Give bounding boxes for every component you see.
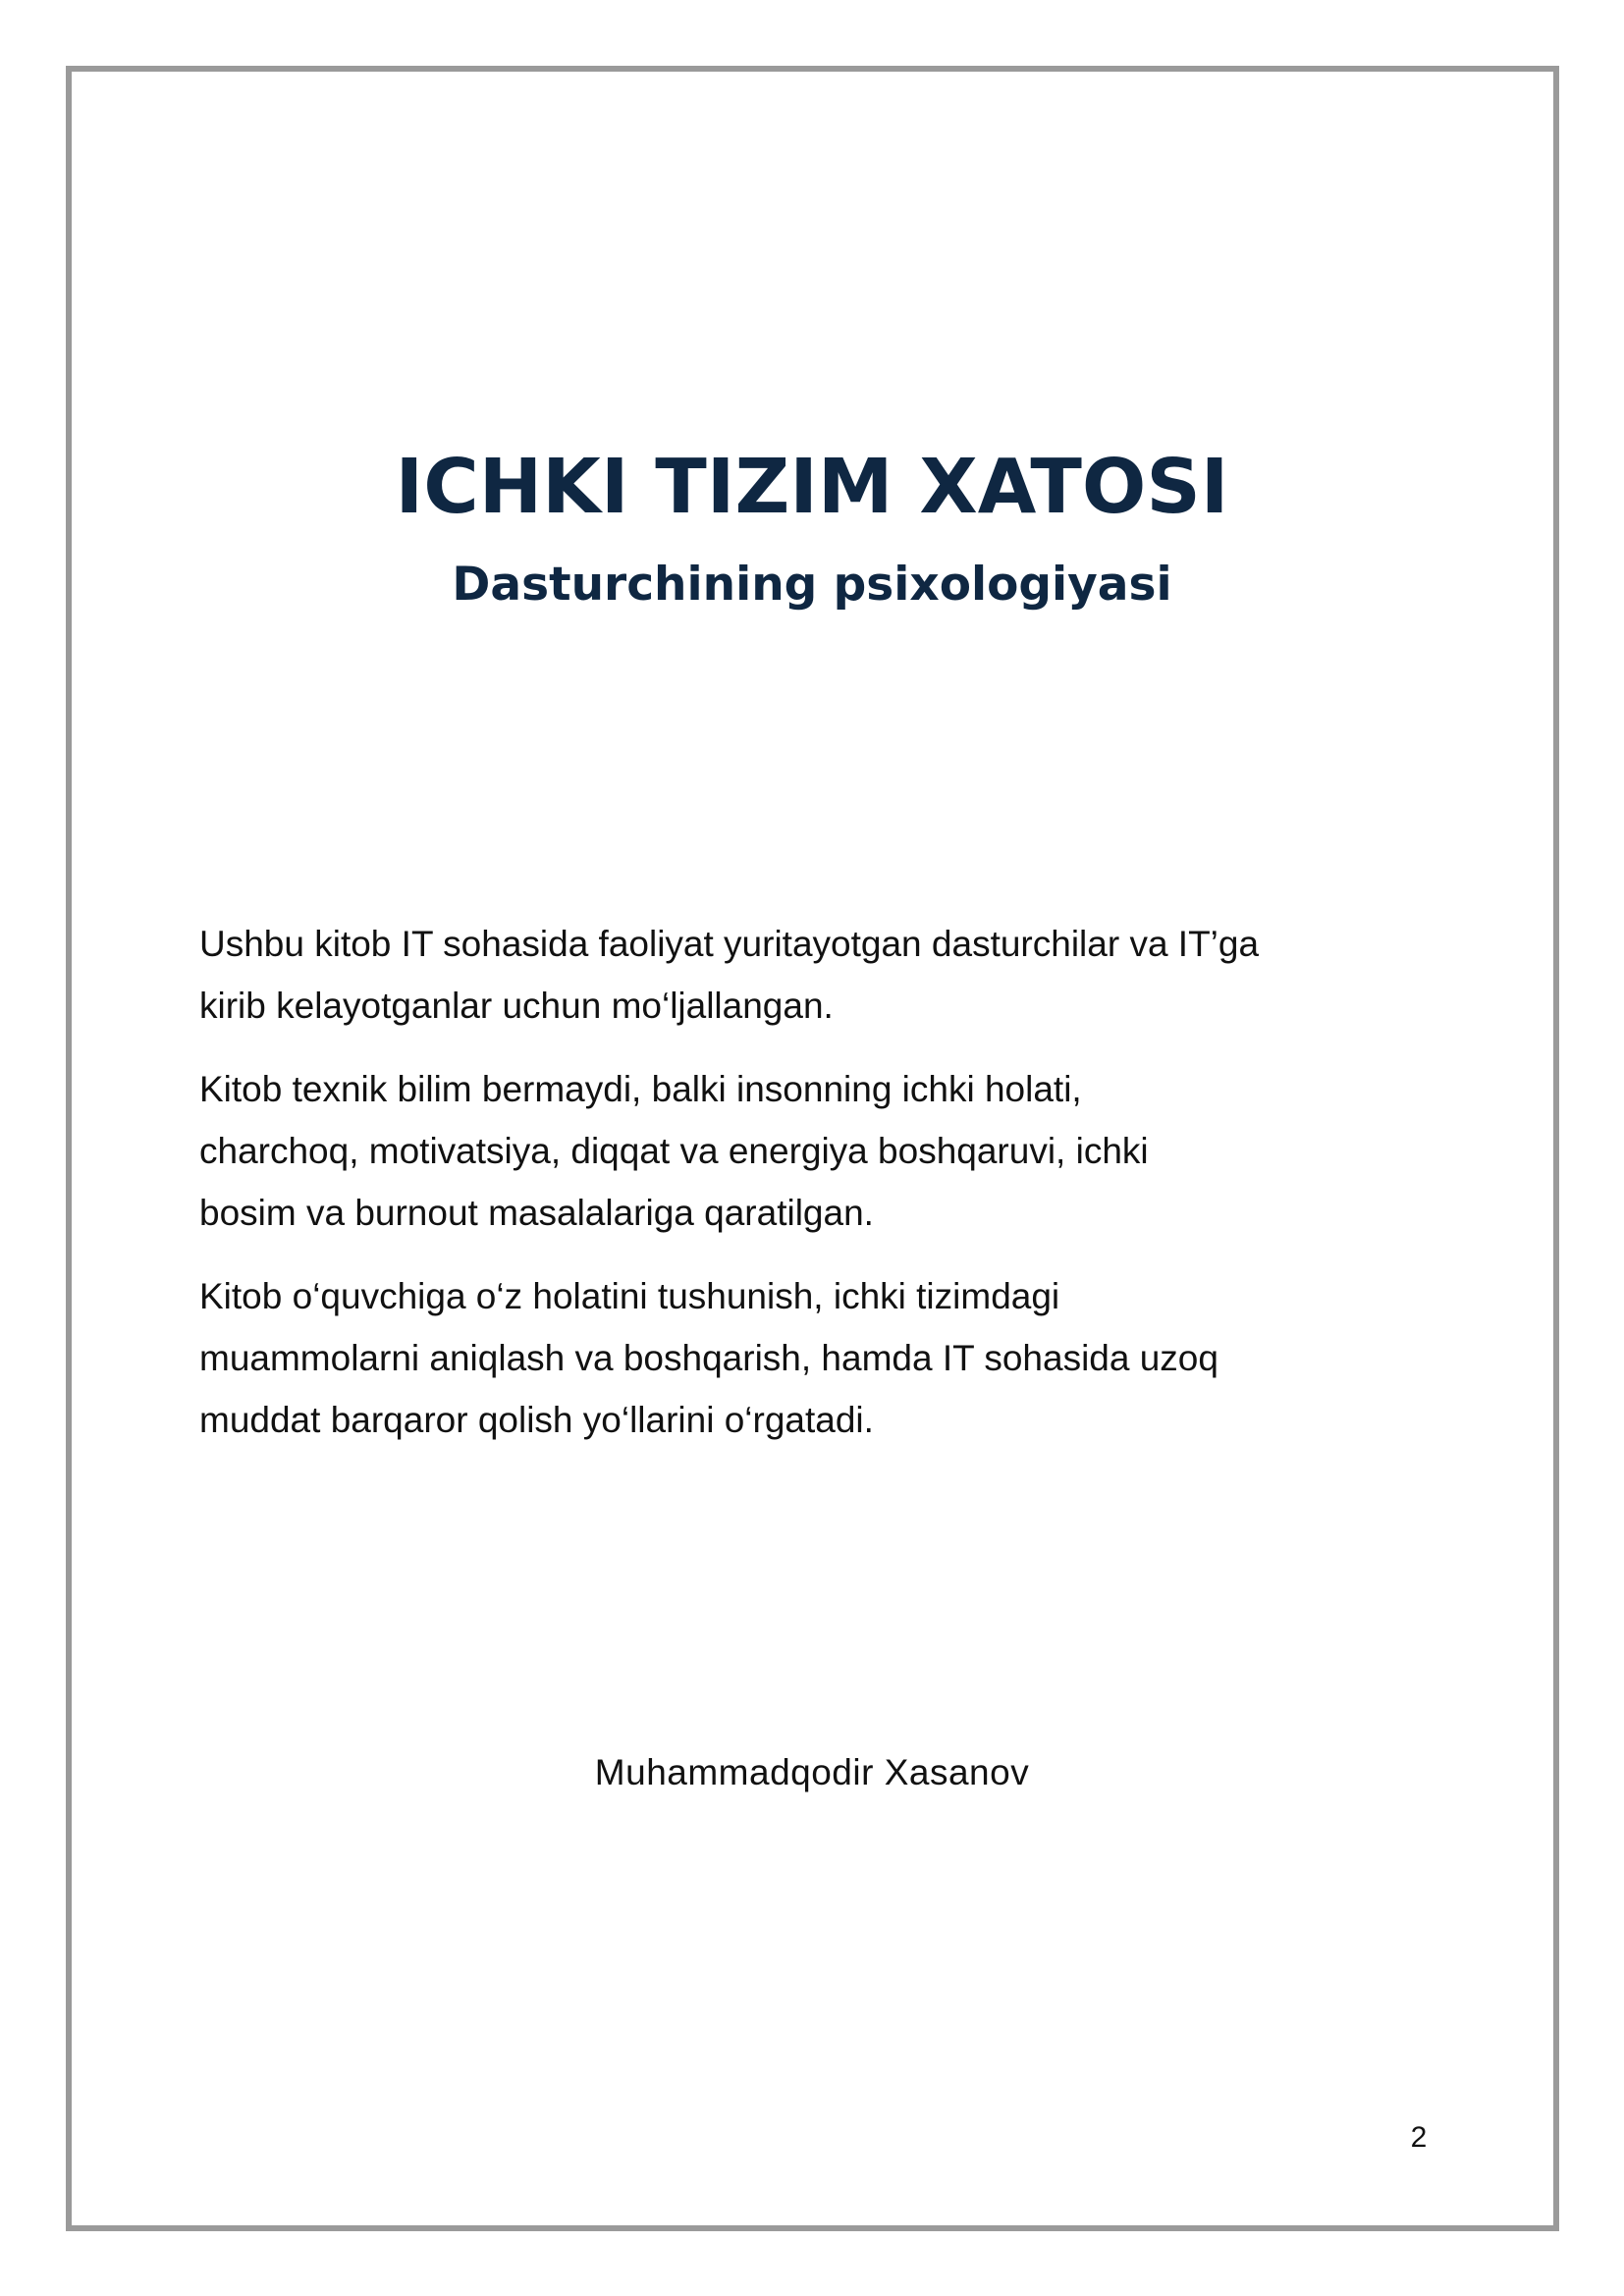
description-paragraph-2 <box>199 1058 1436 1244</box>
paragraph-line: muddat barqaror qolish yo‘llarini o‘rgatadi. <box>199 1400 874 1440</box>
paragraph-line: Ushbu kitob IT sohasida faoliyat yuritayotgan dasturchilar va IT’ga <box>199 924 1260 964</box>
book-title: ICHKI TIZIM XATOSI <box>395 444 1229 531</box>
description-paragraph-1 <box>199 913 1436 1037</box>
paragraph-line: charchoq, motivatsiya, diqqat va energiya boshqaruvi, ichki <box>199 1131 1149 1171</box>
paragraph-line: Kitob o‘quvchiga o‘z holatini tushunish, ichki tizimdagi <box>199 1276 1060 1316</box>
author-name: Muhammadqodir Xasanov <box>594 1752 1030 1792</box>
paragraph-line: Kitob texnik bilim bermaydi, balki insonning ichki holati, <box>199 1069 1082 1109</box>
paragraph-line: bosim va burnout masalalariga qaratilgan. <box>199 1193 874 1233</box>
description-block <box>199 913 1436 1472</box>
book-subtitle: Dasturchining psixologiyasi <box>452 558 1172 612</box>
description-paragraph-3 <box>199 1265 1436 1451</box>
page-number: 2 <box>1410 2121 1428 2154</box>
paragraph-line: muammolarni aniqlash va boshqarish, hamda IT sohasida uzoq <box>199 1338 1218 1378</box>
paragraph-line: kirib kelayotganlar uchun mo‘ljallangan. <box>199 986 834 1026</box>
